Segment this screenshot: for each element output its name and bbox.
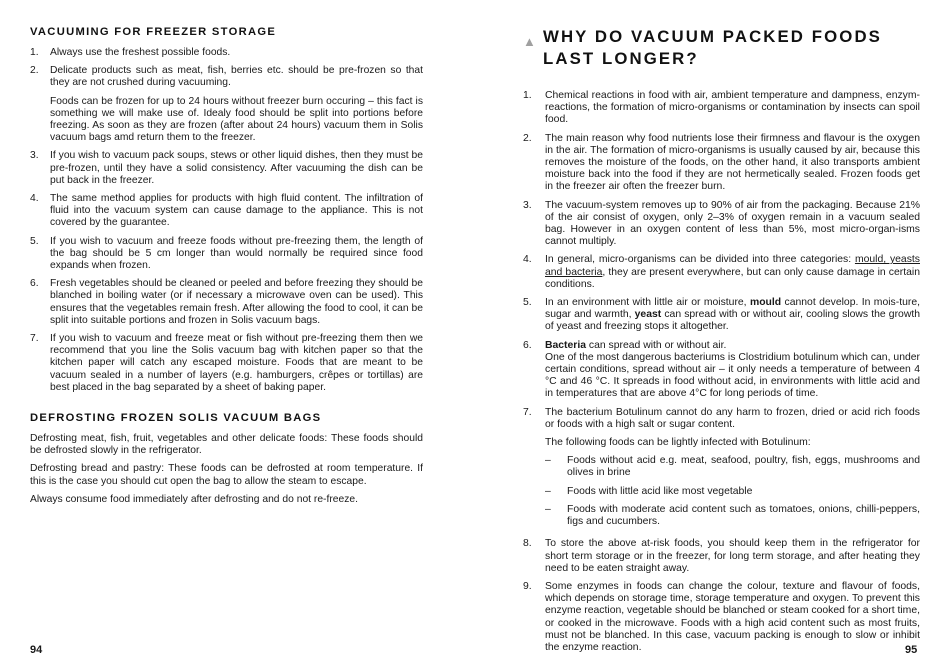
list-number: 4. xyxy=(523,254,532,266)
list-number: 1. xyxy=(30,47,39,58)
item-text: The following foods can be lightly infected with Botulinum: xyxy=(545,437,811,449)
botulinum-foods-list xyxy=(545,455,920,528)
list-number: 2. xyxy=(30,65,39,77)
item-text: If you wish to vacuum and freeze meat or fish without pre-freezing them then we recommend that you line the Solis vacuum bag with kitchen paper so that the kitchen paper will catch any escaped moisture. Foods that are meant to be vacuum sealed in a number of layers (e.g. hamburgers, crêpes or tortillas) are best placed in the bag separated by a sheet of baking paper. xyxy=(50,333,423,393)
item-text: Delicate products such as meat, fish, berries etc. should be pre-frozen so that they are not crushed during vacuuming. xyxy=(50,65,423,89)
bold-term-yeast: yeast xyxy=(634,309,662,321)
item-text xyxy=(545,297,920,334)
text-run: cannot develop. In mois-ture, sugar and warmth, xyxy=(545,297,920,321)
list-number: 6. xyxy=(523,339,532,351)
text-run: can spread with or without air. xyxy=(586,339,727,351)
list-item xyxy=(30,193,423,230)
list-item xyxy=(30,150,423,187)
list-item xyxy=(30,236,423,273)
list-number: 8. xyxy=(523,538,532,550)
list-item xyxy=(523,133,920,194)
item-text xyxy=(545,254,920,291)
item-text xyxy=(545,340,920,352)
list-number: 3. xyxy=(30,150,39,162)
list-item xyxy=(30,65,423,144)
page-number-left: 94 xyxy=(30,644,43,656)
dash-item xyxy=(545,486,920,498)
list-number: 6. xyxy=(30,278,39,290)
item-text: If you wish to vacuum and freeze foods without pre-freezing them, the length of the bag should be 5 cm longer than would normally be required since food expands when frozen. xyxy=(50,235,423,272)
defrosting-paragraphs xyxy=(30,433,423,506)
defrost-paragraph: Always consume food immediately after defrosting and do not re-freeze. xyxy=(30,493,358,505)
dash-marker: – xyxy=(545,455,551,467)
right-page xyxy=(475,0,950,660)
triangle-marker-icon: ▲ xyxy=(523,34,538,49)
text-run: In an environment with little air or moisture, xyxy=(545,297,750,309)
item-extra-text: Foods can be frozen for up to 24 hours without freezer burn occuring – this fact is something we will make use of. Idealy food should be split into portions before freezing. As soon as they are frozen (after about 24 hours) vacuum them in Solis vacuum bags amd return them to the freezer. xyxy=(50,95,423,144)
item-text: The main reason why food nutrients lose their firmness and flavour is the oxygen in the air. The formation of micro-organisms is usually caused by air, because this removes the moisture of the foods, on the other hand, it also transports ambient moisture back into the food if they are not hermetically sealed. Frozen foods get in the freezer air often the freezer burn. xyxy=(545,132,920,193)
list-item xyxy=(30,278,423,327)
list-number: 1. xyxy=(523,90,532,101)
list-number: 3. xyxy=(523,199,532,211)
defrost-paragraph: Defrosting bread and pastry: These foods can be defrosted at room temperature. If this is the case you should cut open the bag to allow the steam to escape. xyxy=(30,463,423,487)
underlined-categories: mould, yeasts and bacteria xyxy=(545,254,920,278)
vacuum-reasons-list xyxy=(523,90,920,654)
text-run: can spread with or without air, cooling slows the growth of yeast and freezing stops it altogether. xyxy=(545,309,920,333)
list-item xyxy=(523,340,920,401)
dash-item xyxy=(545,504,920,528)
item-text: Fresh vegetables should be cleaned or peeled and before freezing they should be blanched in boiling water (or if necessary a microwave oven can be used). This ensures that the vegetables remain fresh. After allowing the food to cool, it can be split into suitable portions and frozen in Solis vacuum bags. xyxy=(50,278,423,326)
item-text: If you wish to vacuum pack soups, stews or other liquid dishes, then they must be pre-frozen, until they have a solid consistency. After vacuuming the dish can be put back in the freezer. xyxy=(50,150,423,186)
text-run: In general, micro-organisms can be divided into three categories: xyxy=(545,254,855,266)
dash-item xyxy=(545,455,920,479)
page-title xyxy=(523,26,920,70)
list-item xyxy=(30,47,423,59)
list-number: 5. xyxy=(30,235,39,247)
item-text: The vacuum-system removes up to 90% of air from the packaging. Because 21% of the air consist of oxygen, only 2–3% of oxygen remain in a vacuum sealed bag. However in an oxygen content of less than 5%, most micro-organ-isms cannot multiply. xyxy=(545,199,920,248)
list-number: 7. xyxy=(523,406,532,418)
list-item xyxy=(523,407,920,529)
list-number: 5. xyxy=(523,297,532,309)
defrost-paragraph: Defrosting meat, fish, fruit, vegetables and other delicate foods: These foods should be defrosted slowly in the refrigerator. xyxy=(30,433,423,457)
page-number-right: 95 xyxy=(905,644,918,656)
bold-term-bacteria: Bacteria xyxy=(545,339,587,351)
list-item xyxy=(523,200,920,249)
item-text: Some enzymes in foods can change the colour, texture and flavour of foods, which depends on storage time, storage temperature and oxygen. To prevent this enzyme reaction, vegetable should be blanched or steam cooked for a short time, or cooked in the microwave. Foods with a high acid content such as most fruits, must not be blanched. In this case, vacuum packing is enough to slow or inhibit the enzyme reaction. xyxy=(545,580,920,653)
list-number: 4. xyxy=(30,193,39,205)
item-text: To store the above at-risk foods, you should keep them in the refrigerator for short term storage or in the freezer, for long term storage, and after heating they need to be eaten straight away. xyxy=(545,538,920,574)
list-number: 2. xyxy=(523,132,532,144)
text-run: , they are present everywhere, but can only cause damage in certain conditions. xyxy=(545,266,920,290)
item-text: The bacterium Botulinum cannot do any harm to frozen, dried or acid rich foods or foods with a high salt or sugar content. xyxy=(545,406,920,430)
section-title-freezer-storage: VACUUMING FOR FREEZER STORAGE xyxy=(30,26,277,38)
item-text: Chemical reactions in food with air, ambient temperature and dampness, enzym-reactions, the formation of micro-organisms or contamination by insects can spoil food. xyxy=(545,90,920,126)
page-title-text: WHY DO VACUUM PACKED FOODS LAST LONGER? xyxy=(543,27,882,68)
item-text: The same method applies for products with high fluid content. The infiltration of fluid into the vacuum system can cause damage to the appliance. This is not covered by the guarantee. xyxy=(50,193,423,229)
list-item xyxy=(523,538,920,575)
list-item xyxy=(523,581,920,654)
freezer-storage-list xyxy=(30,47,423,394)
item-text: One of the most dangerous bacteriums is Clostridium botulinum which can, under certain conditions, spread without air – it only needs a temperature of between 4 °C and 46 °C. It spreads in food without acid, in environments with little acid and in temperatures that are above 4°C for long periods of time. xyxy=(545,351,920,400)
section-title-defrosting: DEFROSTING FROZEN SOLIS VACUUM BAGS xyxy=(30,412,322,425)
list-item xyxy=(523,90,920,127)
list-number: 7. xyxy=(30,333,39,345)
item-text: Always use the freshest possible foods. xyxy=(50,47,231,58)
dash-text: Foods without acid e.g. meat, seafood, poultry, fish, eggs, mushrooms and olives in brine xyxy=(567,455,920,479)
list-item xyxy=(523,297,920,334)
dash-marker: – xyxy=(545,503,551,515)
list-number: 9. xyxy=(523,580,532,592)
dash-text: Foods with moderate acid content such as tomatoes, onions, chilli-peppers, figs and cucumbers. xyxy=(567,503,920,528)
dash-text: Foods with little acid like most vegetable xyxy=(567,485,753,497)
bold-term-mould: mould xyxy=(749,297,782,309)
dash-marker: – xyxy=(545,485,551,497)
list-item xyxy=(523,254,920,291)
list-item xyxy=(30,333,423,394)
